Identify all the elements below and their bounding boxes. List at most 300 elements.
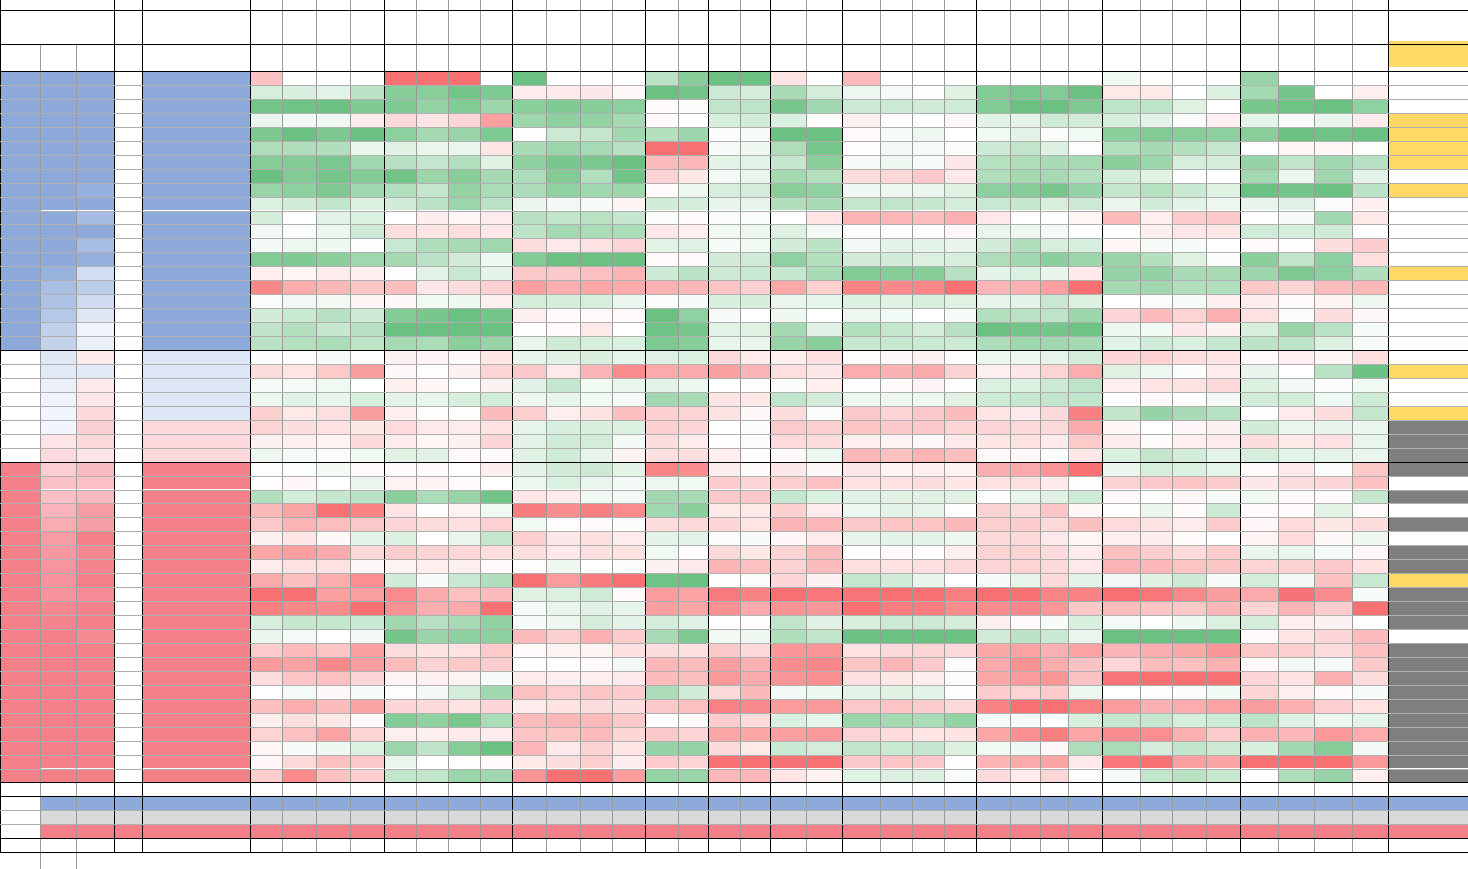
data-cell — [416, 490, 448, 504]
data-cell — [282, 85, 316, 99]
data-cell — [1278, 406, 1314, 420]
data-cell — [1040, 629, 1068, 643]
summary-cell — [880, 824, 912, 838]
grid-vline — [1140, 0, 1141, 852]
data-cell — [1352, 545, 1388, 559]
data-cell — [1140, 615, 1172, 629]
state-name — [142, 629, 250, 643]
summary-cell — [1102, 824, 1140, 838]
data-cell — [282, 699, 316, 713]
data-cell — [1102, 364, 1140, 378]
data-cell — [770, 713, 806, 727]
data-cell — [316, 573, 350, 587]
data-cell — [1206, 573, 1240, 587]
summary-cell — [76, 782, 114, 796]
data-cell — [842, 434, 880, 448]
data-cell — [806, 183, 842, 197]
data-cell — [1206, 392, 1240, 406]
data-cell — [645, 85, 678, 99]
data-cell — [976, 615, 1010, 629]
data-cell — [1102, 573, 1140, 587]
data-cell — [1172, 671, 1206, 685]
data-cell — [282, 141, 316, 155]
data-cell — [1068, 490, 1102, 504]
data-cell — [645, 643, 678, 657]
abortion-status — [1388, 531, 1468, 545]
data-cell — [1140, 545, 1172, 559]
data-cell — [512, 657, 546, 671]
data-cell — [1010, 420, 1040, 434]
data-cell — [806, 364, 842, 378]
data-cell — [976, 699, 1010, 713]
data-cell — [645, 490, 678, 504]
data-cell — [1172, 769, 1206, 783]
data-cell — [1102, 238, 1140, 252]
data-cell — [1240, 294, 1278, 308]
data-cell — [944, 113, 976, 127]
metric-year-0-0 — [250, 48, 282, 66]
data-cell — [612, 252, 645, 266]
data-cell — [708, 294, 740, 308]
data-cell — [1102, 71, 1140, 85]
data-cell — [384, 434, 416, 448]
data-cell — [1102, 615, 1140, 629]
data-cell — [512, 99, 546, 113]
data-cell — [612, 559, 645, 573]
data-cell — [1278, 99, 1314, 113]
data-cell — [546, 211, 580, 225]
data-cell — [708, 224, 740, 238]
data-cell — [350, 573, 384, 587]
state-rank — [114, 85, 142, 99]
data-cell — [76, 545, 114, 559]
data-cell — [842, 420, 880, 434]
data-cell — [384, 657, 416, 671]
grid-hline — [0, 573, 1468, 574]
data-cell — [708, 671, 740, 685]
data-cell — [1010, 183, 1040, 197]
data-cell — [1278, 322, 1314, 336]
data-cell — [316, 238, 350, 252]
summary-cell — [842, 782, 880, 796]
data-cell — [580, 573, 612, 587]
data-cell — [250, 462, 282, 476]
data-cell — [678, 127, 708, 141]
data-cell — [1314, 741, 1352, 755]
data-cell — [1352, 685, 1388, 699]
data-cell — [416, 587, 448, 601]
data-cell — [580, 517, 612, 531]
abortion-status — [1388, 741, 1468, 755]
data-cell — [282, 448, 316, 462]
data-cell — [1240, 490, 1278, 504]
grid-hline — [0, 503, 1468, 504]
data-cell — [250, 127, 282, 141]
data-cell — [1010, 364, 1040, 378]
data-cell — [612, 573, 645, 587]
data-cell — [912, 769, 944, 783]
data-cell — [740, 434, 770, 448]
data-cell — [580, 127, 612, 141]
data-cell — [316, 392, 350, 406]
data-cell — [1140, 462, 1172, 476]
data-cell — [1102, 294, 1140, 308]
data-cell — [1010, 434, 1040, 448]
summary-cell — [76, 824, 114, 838]
data-cell — [1278, 141, 1314, 155]
data-cell — [384, 127, 416, 141]
data-cell — [645, 448, 678, 462]
data-cell — [1352, 559, 1388, 573]
data-cell — [580, 113, 612, 127]
data-cell — [645, 294, 678, 308]
data-cell — [250, 671, 282, 685]
data-cell — [1172, 266, 1206, 280]
data-cell — [1010, 755, 1040, 769]
state-name — [142, 476, 250, 490]
data-cell — [1140, 559, 1172, 573]
data-cell — [480, 713, 512, 727]
abortion-status — [1388, 545, 1468, 559]
data-cell — [40, 503, 76, 517]
data-cell — [512, 643, 546, 657]
state-rank — [114, 224, 142, 238]
state-name — [142, 587, 250, 601]
state-name — [142, 755, 250, 769]
data-cell — [316, 517, 350, 531]
data-cell — [1040, 406, 1068, 420]
state-rank — [114, 127, 142, 141]
data-cell — [350, 280, 384, 294]
data-cell — [40, 671, 76, 685]
data-cell — [250, 406, 282, 420]
data-cell — [282, 197, 316, 211]
grid-hline — [0, 727, 1468, 728]
summary-cell — [384, 782, 416, 796]
data-cell — [282, 378, 316, 392]
data-cell — [416, 169, 448, 183]
grid-hline — [0, 113, 1468, 114]
data-cell — [1314, 113, 1352, 127]
data-cell — [384, 155, 416, 169]
grid-vline — [842, 0, 843, 852]
data-cell — [806, 378, 842, 392]
data-cell — [316, 629, 350, 643]
data-cell — [480, 587, 512, 601]
data-cell — [480, 448, 512, 462]
state-rank — [114, 155, 142, 169]
data-cell — [76, 713, 114, 727]
data-cell — [740, 169, 770, 183]
data-cell — [1314, 406, 1352, 420]
data-cell — [770, 141, 806, 155]
data-cell — [1314, 503, 1352, 517]
grid-vline — [708, 0, 709, 852]
data-cell — [806, 769, 842, 783]
data-cell — [1068, 322, 1102, 336]
data-cell — [912, 643, 944, 657]
data-cell — [678, 294, 708, 308]
data-cell — [282, 420, 316, 434]
data-cell — [316, 85, 350, 99]
data-cell — [1314, 462, 1352, 476]
data-cell — [448, 629, 480, 643]
data-cell — [1206, 434, 1240, 448]
summary-cell — [350, 782, 384, 796]
data-cell — [1140, 169, 1172, 183]
data-cell — [448, 169, 480, 183]
data-cell — [1352, 308, 1388, 322]
data-cell — [944, 713, 976, 727]
summary-cell — [250, 782, 282, 796]
data-cell — [512, 141, 546, 155]
data-cell — [448, 643, 480, 657]
data-cell — [480, 378, 512, 392]
data-cell — [1278, 350, 1314, 364]
data-cell — [806, 503, 842, 517]
summary-cell — [1206, 782, 1240, 796]
data-cell — [416, 85, 448, 99]
data-cell — [384, 517, 416, 531]
data-cell — [448, 615, 480, 629]
data-cell — [1352, 294, 1388, 308]
abortion-status — [1388, 266, 1468, 280]
data-cell — [944, 531, 976, 545]
data-cell — [546, 587, 580, 601]
data-cell — [806, 448, 842, 462]
data-cell — [282, 769, 316, 783]
data-cell — [912, 266, 944, 280]
data-cell — [1352, 85, 1388, 99]
data-cell — [1240, 127, 1278, 141]
data-cell — [282, 462, 316, 476]
data-cell — [1278, 685, 1314, 699]
data-cell — [880, 727, 912, 741]
data-cell — [1068, 169, 1102, 183]
data-cell — [1172, 448, 1206, 462]
data-cell — [384, 238, 416, 252]
data-cell — [1352, 71, 1388, 85]
data-cell — [250, 713, 282, 727]
data-cell — [1352, 531, 1388, 545]
summary-cell — [1172, 810, 1206, 824]
data-cell — [944, 406, 976, 420]
data-cell — [1140, 685, 1172, 699]
data-cell — [1172, 336, 1206, 350]
data-cell — [1068, 643, 1102, 657]
summary-cell — [1278, 796, 1314, 810]
grid-hline — [0, 476, 1468, 477]
state-rank — [114, 699, 142, 713]
summary-cell — [250, 838, 282, 852]
data-cell — [645, 531, 678, 545]
data-cell — [740, 517, 770, 531]
data-cell — [770, 629, 806, 643]
data-cell — [416, 699, 448, 713]
data-cell — [1172, 364, 1206, 378]
metric-header-2 — [512, 12, 645, 44]
data-cell — [806, 643, 842, 657]
data-cell — [976, 406, 1010, 420]
state-name — [142, 99, 250, 113]
data-cell — [842, 71, 880, 85]
data-cell — [512, 169, 546, 183]
data-cell — [1040, 266, 1068, 280]
metric-year-0-2 — [316, 48, 350, 66]
data-cell — [740, 155, 770, 169]
data-cell — [1278, 127, 1314, 141]
data-cell — [645, 517, 678, 531]
data-cell — [880, 71, 912, 85]
data-cell — [708, 392, 740, 406]
data-cell — [448, 141, 480, 155]
data-cell — [880, 127, 912, 141]
data-cell — [40, 350, 76, 364]
data-cell — [384, 252, 416, 266]
summary-cell — [282, 838, 316, 852]
data-cell — [912, 392, 944, 406]
state-name — [142, 517, 250, 531]
data-cell — [944, 308, 976, 322]
summary-cell — [1206, 796, 1240, 810]
data-cell — [1040, 127, 1068, 141]
data-cell — [448, 350, 480, 364]
data-cell — [316, 727, 350, 741]
data-cell — [944, 517, 976, 531]
data-cell — [1068, 71, 1102, 85]
data-cell — [1206, 252, 1240, 266]
data-cell — [1352, 169, 1388, 183]
abortion-status — [1388, 559, 1468, 573]
data-cell — [512, 713, 546, 727]
metric-year-9-3 — [1352, 48, 1388, 66]
data-cell — [448, 85, 480, 99]
summary-cell — [880, 838, 912, 852]
summary-cell — [1010, 824, 1040, 838]
summary-cell — [976, 810, 1010, 824]
data-cell — [1278, 378, 1314, 392]
data-cell — [316, 378, 350, 392]
data-cell — [1352, 322, 1388, 336]
data-cell — [612, 155, 645, 169]
data-cell — [250, 741, 282, 755]
data-cell — [976, 476, 1010, 490]
data-cell — [1010, 322, 1040, 336]
data-cell — [1278, 601, 1314, 615]
data-cell — [40, 141, 76, 155]
data-cell — [1040, 336, 1068, 350]
data-cell — [1010, 671, 1040, 685]
data-cell — [740, 476, 770, 490]
data-cell — [645, 476, 678, 490]
data-cell — [842, 169, 880, 183]
data-cell — [1314, 517, 1352, 531]
data-cell — [944, 769, 976, 783]
data-cell — [416, 71, 448, 85]
data-cell — [1314, 699, 1352, 713]
data-cell — [1068, 615, 1102, 629]
grid-hline — [0, 824, 1468, 825]
data-cell — [384, 71, 416, 85]
summary-cell — [842, 824, 880, 838]
summary-cell — [546, 796, 580, 810]
data-cell — [880, 587, 912, 601]
data-cell — [1172, 224, 1206, 238]
data-cell — [1206, 378, 1240, 392]
data-cell — [448, 559, 480, 573]
summary-cell — [912, 810, 944, 824]
data-cell — [880, 671, 912, 685]
data-cell — [880, 392, 912, 406]
data-cell — [645, 769, 678, 783]
summary-label — [142, 796, 250, 810]
data-cell — [480, 727, 512, 741]
data-cell — [40, 727, 76, 741]
data-cell — [416, 601, 448, 615]
data-cell — [612, 197, 645, 211]
data-cell — [880, 238, 912, 252]
summary-cell — [1352, 810, 1388, 824]
data-cell — [580, 350, 612, 364]
data-cell — [1240, 308, 1278, 322]
abortion-status — [1388, 113, 1468, 127]
data-cell — [546, 85, 580, 99]
data-cell — [250, 476, 282, 490]
summary-cell — [740, 824, 770, 838]
summary-cell — [580, 796, 612, 810]
data-cell — [912, 559, 944, 573]
data-cell — [1240, 406, 1278, 420]
summary-cell — [976, 838, 1010, 852]
data-cell — [512, 587, 546, 601]
data-cell — [1102, 545, 1140, 559]
summary-cell — [250, 810, 282, 824]
abortion-status — [1388, 503, 1468, 517]
data-cell — [740, 99, 770, 113]
data-cell — [806, 685, 842, 699]
data-cell — [448, 364, 480, 378]
data-cell — [880, 99, 912, 113]
grid-vline — [384, 0, 385, 852]
data-cell — [645, 183, 678, 197]
data-cell — [1140, 211, 1172, 225]
data-cell — [912, 755, 944, 769]
summary-cell — [350, 824, 384, 838]
data-cell — [678, 657, 708, 671]
data-cell — [880, 699, 912, 713]
data-cell — [40, 392, 76, 406]
data-cell — [76, 420, 114, 434]
data-cell — [1068, 448, 1102, 462]
data-cell — [708, 769, 740, 783]
data-cell — [250, 587, 282, 601]
data-cell — [976, 197, 1010, 211]
data-cell — [612, 71, 645, 85]
data-cell — [512, 127, 546, 141]
data-cell — [1010, 113, 1040, 127]
data-cell — [1102, 141, 1140, 155]
data-cell — [350, 113, 384, 127]
data-cell — [76, 769, 114, 783]
data-cell — [384, 266, 416, 280]
data-cell — [806, 238, 842, 252]
data-cell — [40, 462, 76, 476]
data-cell — [944, 490, 976, 504]
data-cell — [1278, 531, 1314, 545]
summary-cell — [480, 796, 512, 810]
data-cell — [1172, 406, 1206, 420]
abortion-status — [1388, 127, 1468, 141]
